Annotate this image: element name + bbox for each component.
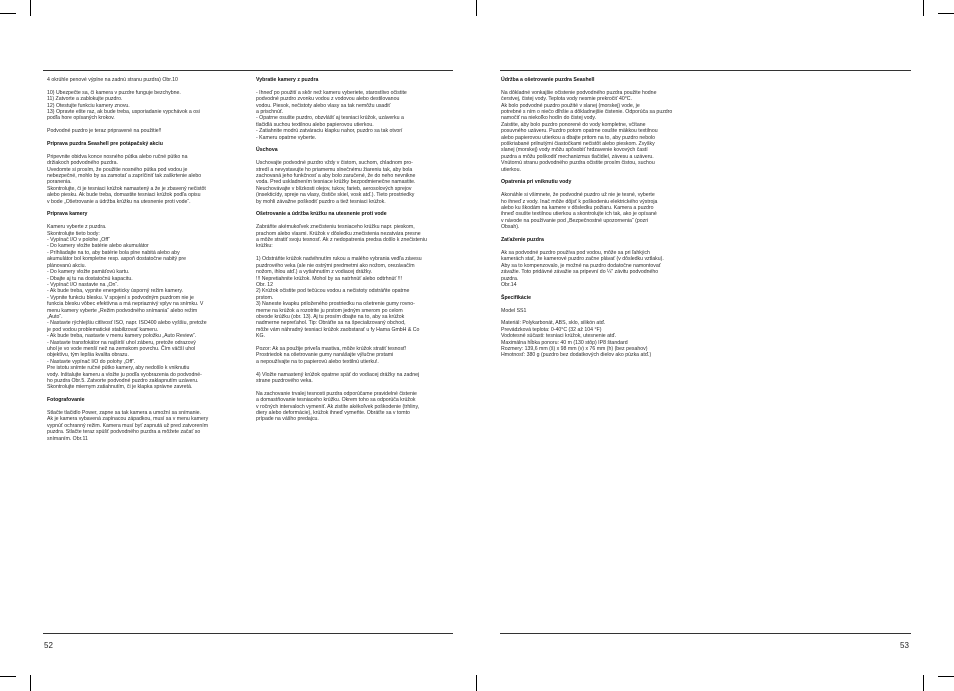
left-column-1 (47, 77, 247, 442)
crop-mark (0, 676, 16, 677)
section-heading: Príprava kamery (47, 211, 88, 218)
section-heading: Ošetrovanie a údržba krúžku na utesnenie proti vode (256, 211, 387, 218)
crop-mark (938, 676, 954, 677)
crop-mark (938, 13, 954, 14)
section-heading: Opatrenia pri vniknutiu vody (501, 179, 572, 186)
section-heading: Úschova (256, 147, 278, 154)
paragraph: - Ihneď po použití a skôr než kameru vyberiete, starostlivo očistite podvodné puzdro zvonku vodou z vodovou alebo destilovanou vodou. Piesok, nečistoty alebo vlasy sa tak nemôžu usadiť a prischnúť. - Opatrne osušte puzdro, obzvlášť aj tesniaci krúžok, uzáverku a tlačidlá suchou textilnou alebo papierovou utierkou. - Zatiahnite modrú zatváraciu klapku nahor, puzdro sa tak otvorí - Kameru opatrne vyberte. (256, 89, 407, 141)
header-rule (500, 70, 911, 71)
header-rule (43, 70, 453, 71)
paragraph: 1) Odstráňte krúžok nadvihnutím rukou a malého vybrania vedľa závesu puzdrového veka (ale nie ostrými predmetmi ako nožom, orezávačím nožom, ihlou atď.) a vytiahnutím z vodiacej drážky. !!! Nepretiahnite krúžok. Mohol by sa natrhnúť alebo odtrhnúť !!! Obr. 12 2) Krúžok očistite pod tečúcou vodou a nečistoty odstráňte opatrne prstom. 3) Naneste kvapku priloženého prostriedku na ošetrenie gumy rovno- merne na krúžok a rozotrite ju prstom jedným smerom po celom obvode krúžku (obr. 13). Aj tu prosím dbajte na to, aby sa krúžok nadmerne nepreťahol. Tip: Obráťte sa na špecializovaný obchod, môže vám náhradný tesniaci krúžok zaobstarať u fy Hama GmbH & Co KG. (256, 256, 422, 340)
paragraph: 10) Ubezpečte sa, či kamera v puzdre funguje bezchybne. 11) Zatvorte a zablokujte puzdro. 12) Otestujte funkciu kamery znovu. 13) Opravte ešte raz, ak bude treba, usporiadanie vypchávok a osi podľa hore opísaných krokov. (47, 89, 200, 122)
crop-mark (923, 0, 924, 16)
paragraph: Uschovajte podvodné puzdro vždy v čistom, suchom, chladnom pro- stredí a nevystavujte ho priamemu slnečnému žiareniu tak, aby bola zachovaná jeho funkčnosť a aby bolo zaručené, že do neho nevnikne voda. Pred uskladnením tesniace krúžky bezpodmienečne namastite. Neuchovávajte v blízkosti olejov, tukov, farieb, aerosolových sprejov (insekticídy, spreje na vlasy, čističe skiel, vosk atď.). Tieto prostriedky by mohli závažne poškodiť puzdro a tiež tesniaci krúžok. (256, 160, 416, 205)
section-heading: Špecifikácie (501, 294, 531, 301)
paragraph: Na zachovanie trvalej tesnosti puzdra odporúčame pravidelné čistenie a domastňovanie tesniaceho krúžku. Okrem toho sa odporúča krúžok v ročných intervaloch vymeniť. Ak zistíte akékoľvek poškodenie (trhliny, diery alebo deformácie), krúžok ihneď vymeňte. Obráťte sa v tomto prípade na vášho predajcu. (256, 390, 420, 423)
paragraph: Ak sa podvodné puzdro používa pod vodou, môže sa pri ľahkých kamerách stať, že kamerové puzdro začne plávať (v dôsledku vztlaku). Aby sa to kompenzovalo, je možné na puzdro dodatočne namontovať závažie. Toto pridávné závažie sa pripevní do ¼" závitu podvodného puzdra. Obr.14 (501, 249, 664, 288)
crop-mark (476, 675, 477, 691)
paragraph: Kameru vyberte z puzdra. Skontrolujte tieto body: - Vypínač I/O v polohe „Off“ - Do kamery vložte batérie alebo akumulátor - Príhliadajte na to, aby batérie bola plne nabitá alebo aby akumulátor bol kompletne resp. aspoň dostatočne nabitý pre plánovanú akciu. - Do kamery vložte pamäťovú kartu. - Dbajte aj tu na dostatočnú kapacitu. - Vypínač I/O nastavte na „On“. - Ak bude treba, vypnite energeticky úsporný režim kamery. - Vypnite funkciu blesku. V spojení s podvodným puzdrom nie je funkcia blesku vôbec efektívna a má nepriaznivý vplyv na snímku. V menu kamery vyberte „Režim podvodného snímania“ alebo režim „Auto“. - Nastavte rýchlejšiu citlivosť ISO, napr. ISO400 alebo vyššiu, pretože je pod vodou problematické stabilizovať kameru. - Ak bude treba, nastavte v menu kamery položku „Auto Review“. - Nastavte transfokátor na najširší uhol záberu, pretože odrazový uhol je vo vode menší než na zemskom povrchu. Čím väčší uhol objektívu, tým lepšia kvalita obrazu. - Nastavte vypínač I/O do polohy „Off“. Pre istotu snímte ručné pútko kamery, aby nedošlo k vniknutiu vody. Inštalujte kameru a vložte ju podľa vyobrazenia do podvodné- ho puzdra Obr.5. Zatvorte podvodné puzdro zaklapnutím uzáveru. Skontrolujte miernym zatiahnutím, či je klapka správne zavretá. (47, 224, 207, 391)
section-heading: Údržba a ošetrovanie puzdra Seashell (501, 77, 595, 83)
paragraph: Model SS1 (501, 307, 527, 314)
section-heading: Príprava puzdra Seashell pre potápačský akciu (47, 141, 163, 148)
crop-mark (30, 0, 31, 16)
section-heading: Fotografovanie (47, 397, 85, 404)
page-number: 53 (900, 641, 909, 650)
paragraph: Stlačte tlačidlo Power, zapne sa tak kamera a umožní sa snímanie. Ak je kamera vybavená zapínacou západkou, musí sa v menu kamery vypnúť ochranný režim. Kamera musí byť zapnutá už pred zatvorením puzdra. Stlačte teraz spúšť podvodného puzdra a môžete začať so snímaním. Obr.11 (47, 410, 209, 442)
footer-rule (43, 633, 453, 634)
paragraph: Materiál: Polykarbonát, ABS, sklo, silikón atď. Prevádzková teplota: 0-40°C (32 až 104 °F) Vodotesné súčasti: tesniaci krúžok, utesnenie atď. Maximálna hĺbka ponoru: 40 m (130 stôp) IP8 štandard Rozmery: 139,6 mm (š) x 98 mm (v) x 76 mm (h) (bez pesahov) Hmotnosť: 380 g (puzdro bez dodatkových dielov ako púzka atď.) (501, 320, 652, 359)
paragraph: 4) Vložte namastený krúžok opatrne späť do vodiacej drážky na zadnej strane puzdrového veka. (256, 371, 420, 384)
crop-mark (0, 13, 16, 14)
paragraph: Akonáhle si všimnete, že podvodné puzdro už nie je tesné, vyberte ho ihneď z vody. Inač môže dôjsť k poškodeniu elektrického výstroja alebo ku škodám na kamere v dôsledku požiaru. Kamera a puzdro ihneď osušte textilnou utierkou a skontrolujte ich tak, ako je opísané v návode na používanie pod „Bezpečnostné upozornenia“ (pozri Obsah). (501, 192, 658, 231)
paragraph: Podvodné puzdro je teraz pripravené na použitie!! (47, 128, 162, 135)
paragraph: Zabráňte akémukoľvek znečisteniu tesniaceho krúžku napr. pieskom, prachom alebo vlasmi. Krúžok v dôsledku znečistenia nezatvára presne a môže stratiť svoju tesnosť. Ak z nedopatrenia predsa došlo k znečisteniu krúžku: (256, 224, 427, 250)
crop-mark (30, 675, 31, 691)
crop-mark (476, 0, 477, 16)
paragraph: Na dôkladné vonkajšie očistenie podvodného puzdra použite hodne čerstvej, čistej vody. Teplota vody nesmie prekročiť 40°C. Ak bolo podvodné puzdro použité v slanej (morskej) vode, je potrebné s ním o niečo dlhšie a dôkladnejšie čistenie. Odporúča sa puzdro namočiť na niekoľko hodín do čistej vody. Zaistite, aby bolo puzdro ponorené do vody kompletne, včítane posuvného uzáveru. Puzdro potom opatrne osušte mäkkou textilnou alebo papierovou utierkou a dbajte pritom na to, aby puzdro nebolo poškriabané prilnutými čiastočkami nečistôt alebo pieskom. Zvyšky slanej (morskej) vody môžu spôsobiť hrdzavenie kovových častí puzdra a môžu poškodiť mechanizmus tlačidiel, závesu a uzáveru. Vnútornú stranu podvodného puzdra očistite prosím čistou, suchou utierkou. (501, 89, 673, 173)
paragraph: Pozor: Ak sa použije priveľa mastiva, môže krúžok stratiť tesnosť! Prostriedok na ošetrovanie gumy nanášajte výlučne prstami a nepoužívajte na to papierovú alebo textilnú utierku!. (256, 345, 407, 365)
left-column-2 (256, 77, 454, 423)
section-heading: Zaťaženie puzdra (501, 237, 544, 244)
page-number: 52 (44, 641, 53, 650)
paragraph: 4 okrúhle penové výplne na zadnú stranu puzdra) Obr.10 (47, 77, 178, 83)
paragraph: Pripevnite obidva konce nosného pútka alebo ručné pútko na držiakoch podvodného puzdra. Uvedomte si prosím, že použitie nosného pútka pod vodou je nebezpečné, mohlo by sa zamotať a zapríčiniť tak zaškrtenie alebo poranenia. Skontrolujte, či je tesniaci krúžok namastený a že je zbavený nečistôt alebo piesku. Ak bude treba, domastite tesniaci krúžok podľa opisu v bode „Ošetrovanie a údržba krúžku na utesnenie proti vode“. (47, 153, 206, 205)
crop-mark (923, 675, 924, 691)
section-heading: Vybratie kamery z puzdra (256, 77, 319, 83)
right-column-1 (501, 77, 706, 359)
footer-rule (500, 633, 911, 634)
